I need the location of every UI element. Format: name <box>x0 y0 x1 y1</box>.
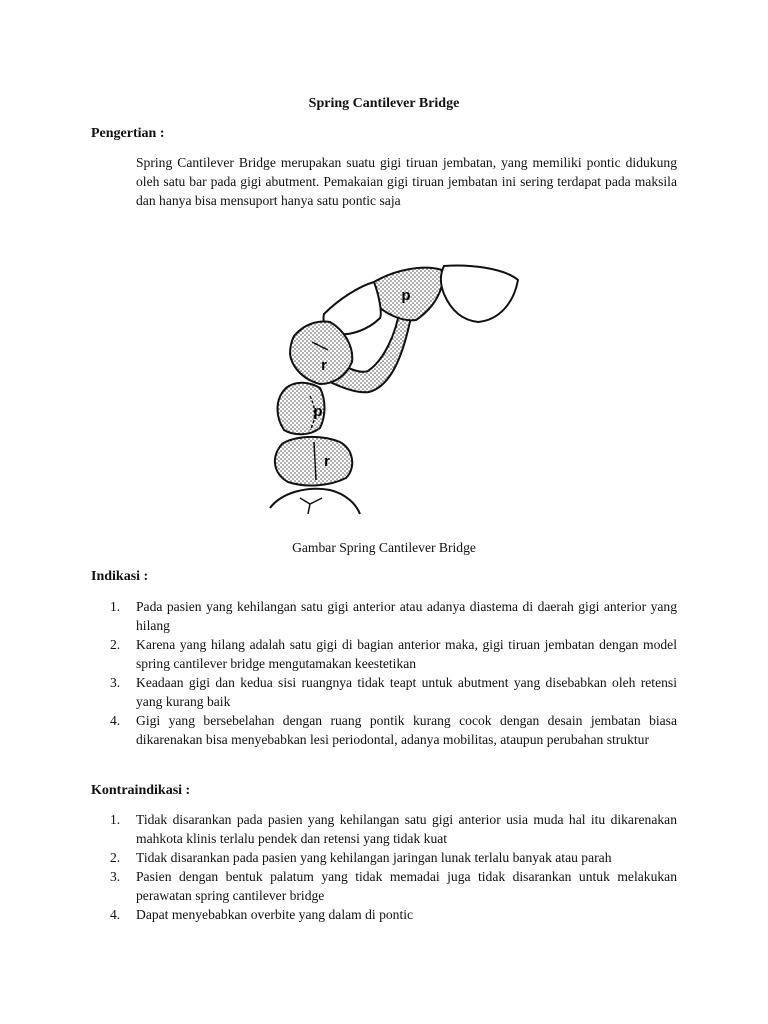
label-retainer-premolar: r <box>324 453 330 470</box>
list-item: 3. Keadaan gigi dan kedua sisi ruangnya tidak teapt untuk abutment yang disebabkan oleh retensi yang kurang baik <box>110 675 677 709</box>
figure-caption: Gambar Spring Cantilever Bridge <box>292 540 476 555</box>
list-item: 1. Pada pasien yang kehilangan satu gigi anterior atau adanya diastema di daerah gigi anterior yang hilang <box>110 599 677 633</box>
kontraindikasi-heading: Kontraindikasi : <box>91 783 191 798</box>
label-retainer-canine: r <box>321 357 327 374</box>
pengertian-paragraph: Spring Cantilever Bridge merupakan suatu gigi tiruan jembatan, yang memiliki pontic didukung oleh satu bar pada gigi abutment. Pemakaian gigi tiruan jembatan ini sering terdapat pada maksila dan hanya bisa mensuport hanya satu pontic saja <box>136 155 677 208</box>
kontraindikasi-list <box>110 810 677 924</box>
list-item: 2. Tidak disarankan pada pasien yang kehilangan jaringan lunak terlalu banyak atau parah <box>110 850 612 865</box>
indikasi-list <box>110 597 677 749</box>
list-item: 4. Dapat menyebabkan overbite yang dalam di pontic <box>110 907 414 922</box>
list-item: 3. Pasien dengan bentuk palatum yang tidak memadai juga tidak disarankan untuk melakukan perawatan spring cantilever bridge <box>110 869 677 903</box>
document-title: Spring Cantilever Bridge <box>308 96 460 111</box>
list-item: 1. Tidak disarankan pada pasien yang kehilangan satu gigi anterior usia muda hal itu dikarenakan mahkota klinis terlalu pendek dan retensi yang tidak kuat <box>110 812 677 846</box>
pengertian-heading: Pengertian : <box>91 126 165 141</box>
label-pontic-anterior: p <box>401 287 411 304</box>
central-incisor <box>441 266 518 322</box>
list-item: 4. Gigi yang bersebelahan dengan ruang pontik kurang cocok dengan desain jembatan biasa dikarenakan bisa menyebabkan lesi periodontal, adanya mobilitas, ataupun perubahan struktur <box>110 713 677 747</box>
label-pontic-premolar: p <box>313 403 323 420</box>
bridge-diagram-svg <box>264 258 524 520</box>
list-item: 2. Karena yang hilang adalah satu gigi di bagian anterior maka, gigi tiruan jembatan dengan model spring cantilever bridge mengutamakan keestetikan <box>110 637 677 671</box>
bridge-illustration <box>264 258 524 520</box>
indikasi-heading: Indikasi : <box>91 569 149 584</box>
